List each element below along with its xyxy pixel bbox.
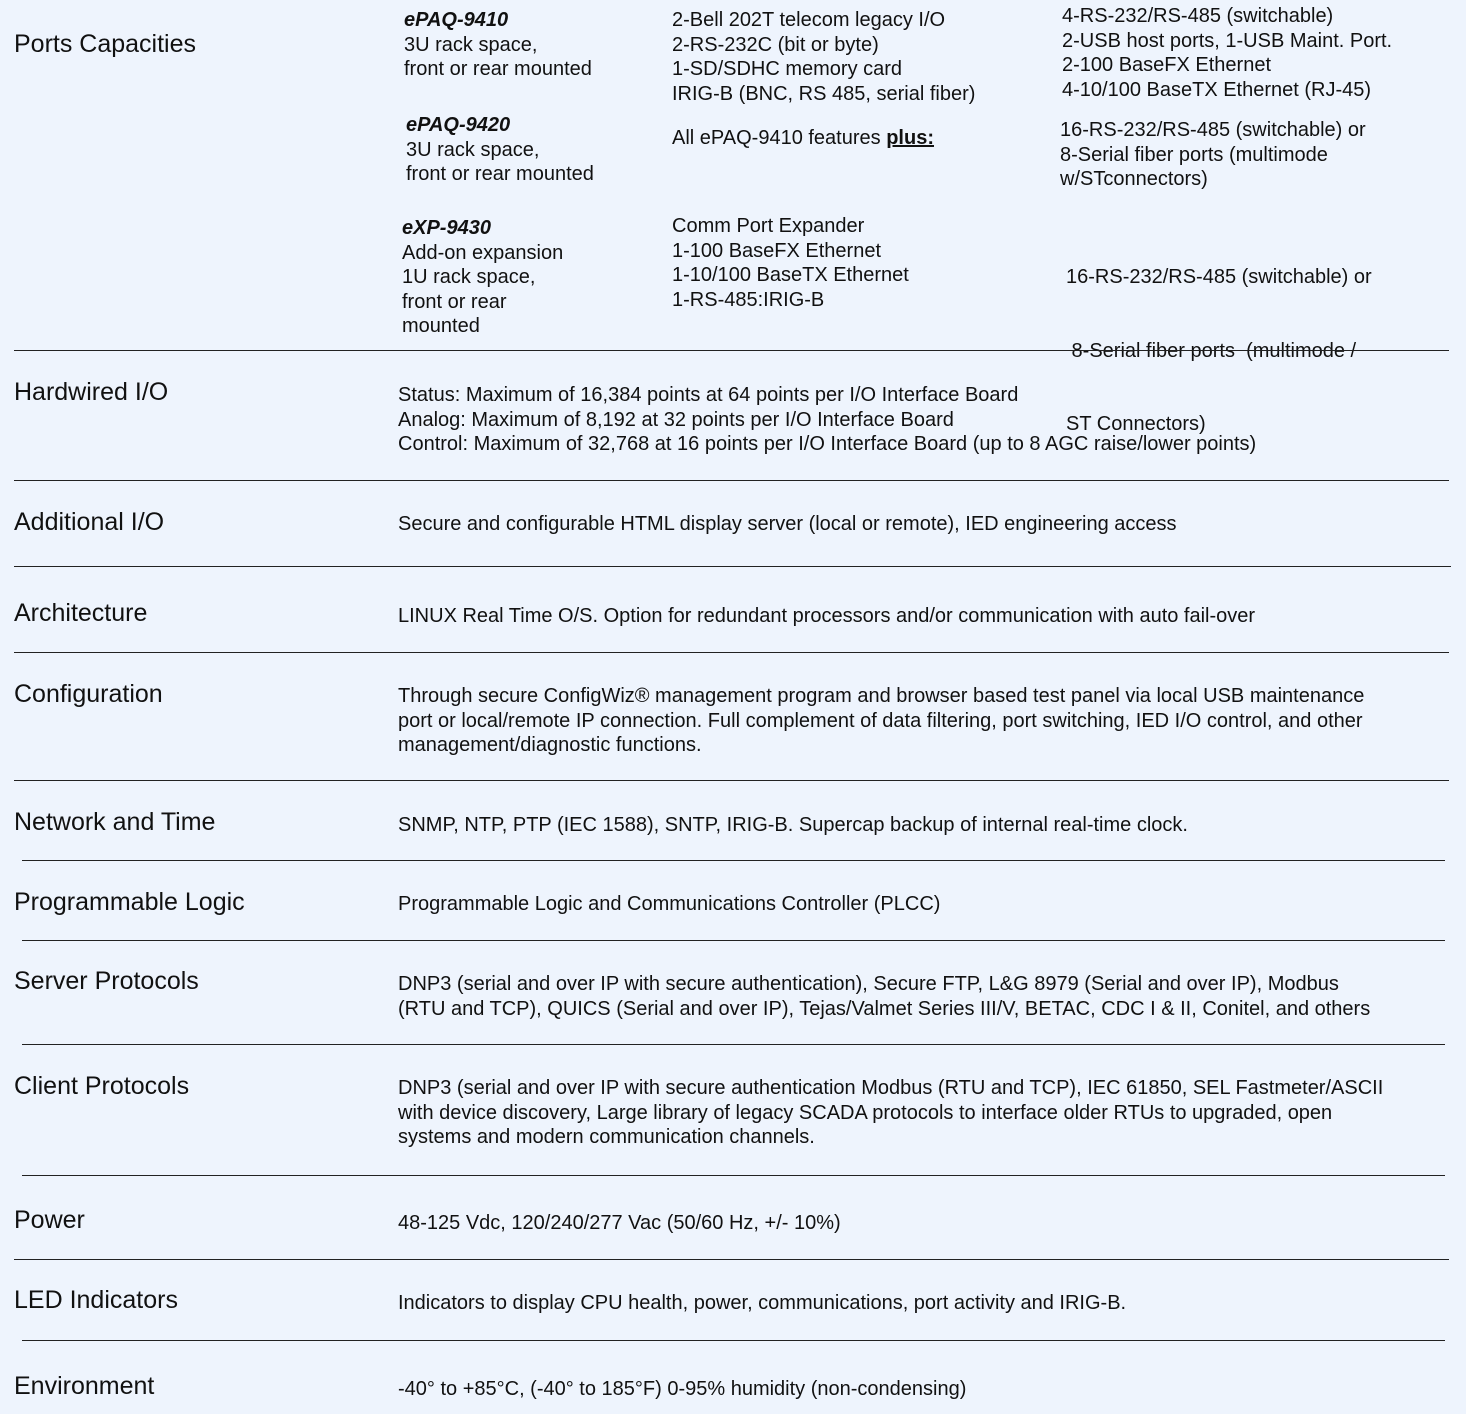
- value-line: DNP3 (serial and over IP with secure authentication Modbus (RTU and TCP), IEC 61850, SEL Fastmeter/ASCII: [398, 1077, 1384, 1099]
- value-line: Indicators to display CPU health, power, communications, port activity and IRIG-B.: [398, 1292, 1127, 1314]
- value-line: systems and modern communication channels.: [398, 1126, 815, 1148]
- epaq-9420-ports-list: [1060, 118, 1366, 192]
- server-protocols-value: [398, 972, 1370, 1021]
- value-line: port or local/remote IP connection. Full complement of data filtering, port switching, IED I/O control, and other: [398, 709, 1363, 732]
- io-line: Comm Port Expander: [672, 215, 865, 237]
- model-desc-line: 1U rack space,: [402, 266, 536, 288]
- value-line: Through secure ConfigWiz® management program and browser based test panel via local USB maintenance: [398, 685, 1365, 707]
- value-line: Control: Maximum of 32,768 at 16 points per I/O Interface Board (up to 8 AGC raise/lower points): [398, 433, 1257, 455]
- architecture-value: [398, 604, 1255, 629]
- divider: [22, 1340, 1445, 1341]
- model-name-exp-9430: eXP-9430: [402, 217, 491, 239]
- io-line: 1-100 BaseFX Ethernet: [672, 239, 882, 262]
- model-epaq-9420-block: [406, 113, 594, 187]
- label-additional-io: Additional I/O: [14, 508, 165, 536]
- value-line: Secure and configurable HTML display server (local or remote), IED engineering access: [398, 513, 1177, 535]
- model-desc-line: front or rear mounted: [406, 163, 594, 185]
- value-line: -40° to +85°C, (-40° to 185°F) 0-95% humidity (non-condensing): [398, 1378, 967, 1400]
- label-server-protocols: Server Protocols: [14, 967, 199, 995]
- led-indicators-value: [398, 1291, 1126, 1316]
- io-line: IRIG-B (BNC, RS 485, serial fiber): [672, 82, 976, 105]
- io-line: 2-RS-232C (bit or byte): [672, 33, 879, 56]
- value-line: (RTU and TCP), QUICS (Serial and over IP), Tejas/Valmet Series III/V, BETAC, CDC I & II, Conitel, and others: [398, 997, 1371, 1020]
- port-line: 8-Serial fiber ports (multimode /: [1066, 339, 1357, 362]
- network-and-time-value: [398, 813, 1188, 838]
- divider: [14, 652, 1449, 653]
- divider: [22, 940, 1445, 941]
- epaq-9410-ports-list: [1062, 4, 1392, 102]
- label-client-protocols: Client Protocols: [14, 1072, 190, 1100]
- model-desc-line: 3U rack space,: [406, 138, 540, 161]
- power-value: [398, 1211, 841, 1236]
- label-ports-capacities: Ports Capacities: [14, 30, 197, 58]
- configuration-value: [398, 684, 1364, 758]
- value-line: Status: Maximum of 16,384 points at 64 points per I/O Interface Board: [398, 384, 1019, 406]
- programmable-logic-value: [398, 892, 940, 917]
- exp-9430-io-list: [672, 214, 909, 312]
- model-epaq-9410-block: [404, 8, 592, 82]
- value-line: LINUX Real Time O/S. Option for redundant processors and/or communication with auto fail-over: [398, 605, 1256, 627]
- label-programmable-logic: Programmable Logic: [14, 888, 245, 916]
- model-exp-9430-block: [402, 216, 563, 339]
- divider: [14, 480, 1449, 481]
- divider: [14, 1259, 1449, 1260]
- model-name-epaq-9410: ePAQ-9410: [404, 9, 509, 31]
- model-desc-line: Add-on expansion: [402, 241, 564, 264]
- divider: [14, 350, 1449, 351]
- client-protocols-value: [398, 1076, 1383, 1150]
- value-line: SNMP, NTP, PTP (IEC 1588), SNTP, IRIG-B. Supercap backup of internal real-time clock.: [398, 814, 1188, 836]
- divider: [22, 1044, 1445, 1045]
- divider: [22, 1175, 1445, 1176]
- port-line: 8-Serial fiber ports (multimode: [1060, 143, 1328, 166]
- io-line: 1-RS-485:IRIG-B: [672, 288, 825, 311]
- value-line: management/diagnostic functions.: [398, 734, 702, 756]
- model-desc-line: mounted: [402, 315, 480, 337]
- hardwired-io-value: [398, 383, 1256, 457]
- port-line: 4-RS-232/RS-485 (switchable): [1062, 5, 1334, 27]
- label-hardwired-io: Hardwired I/O: [14, 378, 169, 406]
- features-plus: plus:: [886, 127, 934, 149]
- io-line: 1-10/100 BaseTX Ethernet: [672, 264, 909, 286]
- value-line: DNP3 (serial and over IP with secure authentication), Secure FTP, L&G 8979 (Serial and over IP), Modbus: [398, 973, 1339, 995]
- environment-value: [398, 1377, 966, 1402]
- label-power: Power: [14, 1206, 85, 1234]
- features-prefix: All ePAQ-9410 features: [672, 127, 887, 149]
- value-line: Programmable Logic and Communications Controller (PLCC): [398, 893, 941, 915]
- divider: [14, 780, 1449, 781]
- model-name-epaq-9420: ePAQ-9420: [406, 114, 511, 136]
- value-line: with device discovery, Large library of legacy SCADA protocols to interface older RTUs to upgraded, open: [398, 1101, 1333, 1124]
- port-line: 2-USB host ports, 1-USB Maint. Port.: [1062, 29, 1393, 52]
- divider: [22, 860, 1445, 861]
- epaq-9420-features: [672, 126, 934, 151]
- epaq-9410-io-list: [672, 8, 975, 106]
- value-line: 48-125 Vdc, 120/240/277 Vac (50/60 Hz, +/- 10%): [398, 1212, 841, 1234]
- io-line: 2-Bell 202T telecom legacy I/O: [672, 9, 946, 31]
- port-line: 2-100 BaseFX Ethernet: [1062, 54, 1272, 76]
- label-network-and-time: Network and Time: [14, 808, 216, 836]
- port-line: w/STconnectors): [1060, 168, 1208, 190]
- model-desc-line: 3U rack space,: [404, 33, 538, 56]
- port-line: 16-RS-232/RS-485 (switchable) or: [1066, 266, 1372, 288]
- label-led-indicators: LED Indicators: [14, 1286, 178, 1314]
- label-configuration: Configuration: [14, 680, 163, 708]
- label-architecture: Architecture: [14, 599, 148, 627]
- model-desc-line: front or rear: [402, 290, 507, 313]
- model-desc-line: front or rear mounted: [404, 58, 592, 80]
- additional-io-value: [398, 512, 1177, 537]
- label-environment: Environment: [14, 1372, 155, 1400]
- value-line: Analog: Maximum of 8,192 at 32 points per I/O Interface Board: [398, 408, 954, 431]
- port-line: ST Connectors): [1066, 413, 1206, 435]
- divider: [14, 566, 1451, 567]
- port-line: 4-10/100 BaseTX Ethernet (RJ-45): [1062, 78, 1372, 101]
- port-line: 16-RS-232/RS-485 (switchable) or: [1060, 119, 1366, 141]
- io-line: 1-SD/SDHC memory card: [672, 58, 903, 80]
